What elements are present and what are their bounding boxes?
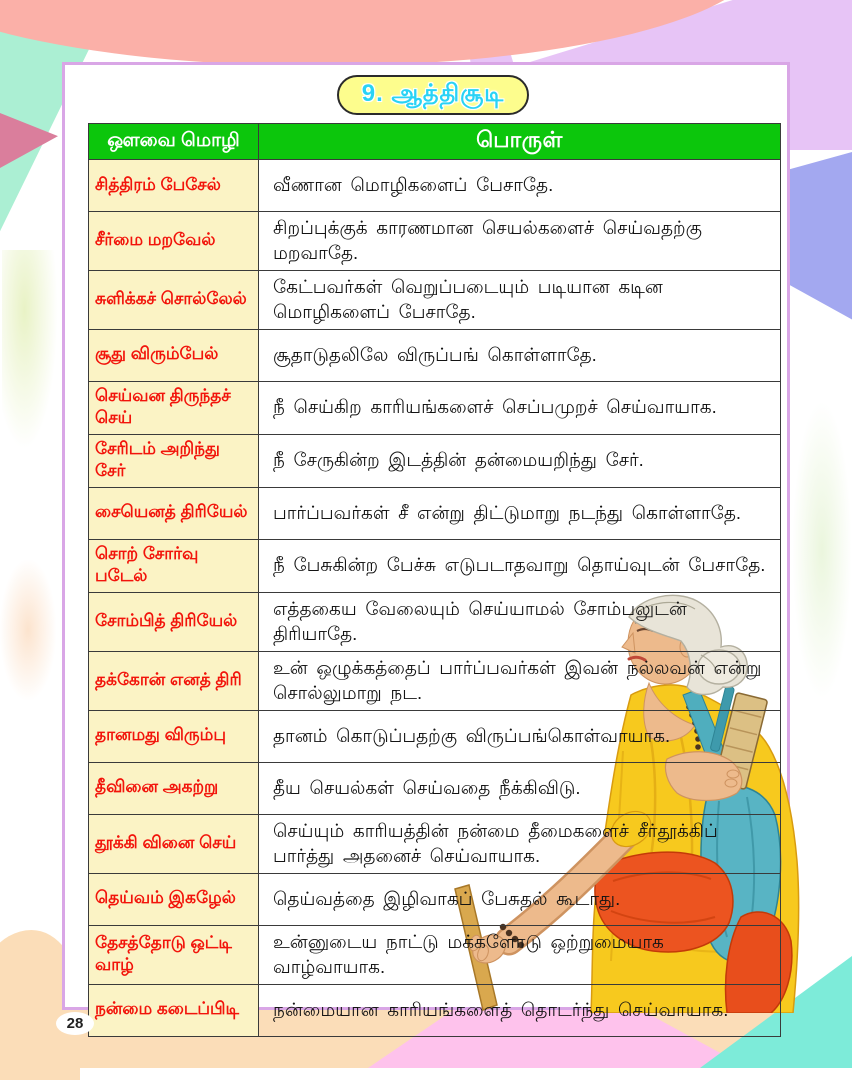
- table-row: [89, 651, 781, 710]
- lesson-title-badge: [337, 75, 529, 115]
- meaning-cell: பார்ப்பவர்கள் சீ என்று திட்டுமாறு நடந்து கொள்ளாதே.: [259, 487, 781, 539]
- meaning-cell: தானம் கொடுப்பதற்கு விருப்பங்கொள்வாயாக.: [259, 710, 781, 762]
- page-number-badge: [56, 1012, 94, 1035]
- saying-cell: சேரிடம் அறிந்து சேர்: [89, 434, 259, 487]
- meaning-cell: நீ பேசுகின்ற பேச்சு எடுபடாதவாறு தொய்வுடன் பேசாதே.: [259, 539, 781, 592]
- meaning-cell: உன்னுடைய நாட்டு மக்களோடு ஒற்றுமையாக வாழ்வாயாக.: [259, 925, 781, 984]
- meaning-cell: நன்மையான காரியங்களைத் தொடர்ந்து செய்வாயாக.: [259, 984, 781, 1036]
- saying-cell: சையெனத் திரியேல்: [89, 487, 259, 539]
- saying-cell: தீவினை அகற்று: [89, 762, 259, 814]
- meaning-cell: எத்தகைய வேலையும் செய்யாமல் சோம்பலுடன் திரியாதே.: [259, 592, 781, 651]
- table-row: [89, 212, 781, 271]
- saying-cell: தெய்வம் இகழேல்: [89, 873, 259, 925]
- saying-cell: சொற் சோர்வு படேல்: [89, 539, 259, 592]
- table-row: [89, 270, 781, 329]
- table-row: [89, 434, 781, 487]
- table-row: [89, 873, 781, 925]
- saying-cell: தேசத்தோடு ஒட்டி வாழ்: [89, 925, 259, 984]
- meaning-cell: நீ செய்கிற காரியங்களைச் செப்பமுறச் செய்வாயாக.: [259, 381, 781, 434]
- meaning-cell: உன் ஒழுக்கத்தைப் பார்ப்பவர்கள் இவன் நல்லவன் என்று சொல்லுமாறு நட.: [259, 651, 781, 710]
- saying-cell: சோம்பித் திரியேல்: [89, 592, 259, 651]
- aathichudi-table-body: [89, 160, 781, 1037]
- meaning-cell: கேட்பவர்கள் வெறுப்படையும் படியான கடின மொழிகளைப் பேசாதே.: [259, 270, 781, 329]
- table-row: [89, 925, 781, 984]
- meaning-cell: தெய்வத்தை இழிவாகப் பேசுதல் கூடாது.: [259, 873, 781, 925]
- saying-cell: தக்கோன் எனத் திரி: [89, 651, 259, 710]
- table-row: [89, 539, 781, 592]
- table-row: [89, 710, 781, 762]
- table-row: [89, 160, 781, 212]
- table-header-row: [89, 124, 781, 160]
- content-card: [62, 62, 790, 1020]
- saying-cell: தூக்கி வினை செய்: [89, 814, 259, 873]
- meaning-cell: நீ சேருகின்ற இடத்தின் தன்மையறிந்து சேர்.: [259, 434, 781, 487]
- column-header-avvai-mozhi: ஔவை மொழி: [89, 124, 259, 160]
- table-row: [89, 762, 781, 814]
- meaning-cell: செய்யும் காரியத்தின் நன்மை தீமைகளைச் சீர்தூக்கிப் பார்த்து அதனைச் செய்வாயாக.: [259, 814, 781, 873]
- table-row: [89, 487, 781, 539]
- saying-cell: சூது விரும்பேல்: [89, 329, 259, 381]
- table-row: [89, 984, 781, 1036]
- meaning-cell: சூதாடுதலிலே விருப்பங் கொள்ளாதே.: [259, 329, 781, 381]
- table-row: [89, 381, 781, 434]
- saying-cell: செய்வன திருந்தச் செய்: [89, 381, 259, 434]
- page-number: 28: [66, 1015, 84, 1032]
- saying-cell: நன்மை கடைப்பிடி: [89, 984, 259, 1036]
- saying-cell: சித்திரம் பேசேல்: [89, 160, 259, 212]
- meaning-cell: சிறப்புக்குக் காரணமான செயல்களைச் செய்வதற்கு மறவாதே.: [259, 212, 781, 271]
- meaning-cell: தீய செயல்கள் செய்வதை நீக்கிவிடு.: [259, 762, 781, 814]
- column-header-porul: பொருள்: [259, 124, 781, 160]
- aathichudi-table: [88, 123, 781, 1037]
- table-row: [89, 592, 781, 651]
- meaning-cell: வீணான மொழிகளைப் பேசாதே.: [259, 160, 781, 212]
- table-row: [89, 329, 781, 381]
- saying-cell: தானமது விரும்பு: [89, 710, 259, 762]
- saying-cell: சுளிக்கச் சொல்லேல்: [89, 270, 259, 329]
- bg-decor-peach-left: [0, 560, 56, 700]
- lesson-title: 9. ஆத்திசூடி: [361, 80, 505, 107]
- bg-shape-periwinkle: [786, 152, 852, 334]
- saying-cell: சீர்மை மறவேல்: [89, 212, 259, 271]
- table-row: [89, 814, 781, 873]
- bg-decor-floral-left: [2, 250, 58, 450]
